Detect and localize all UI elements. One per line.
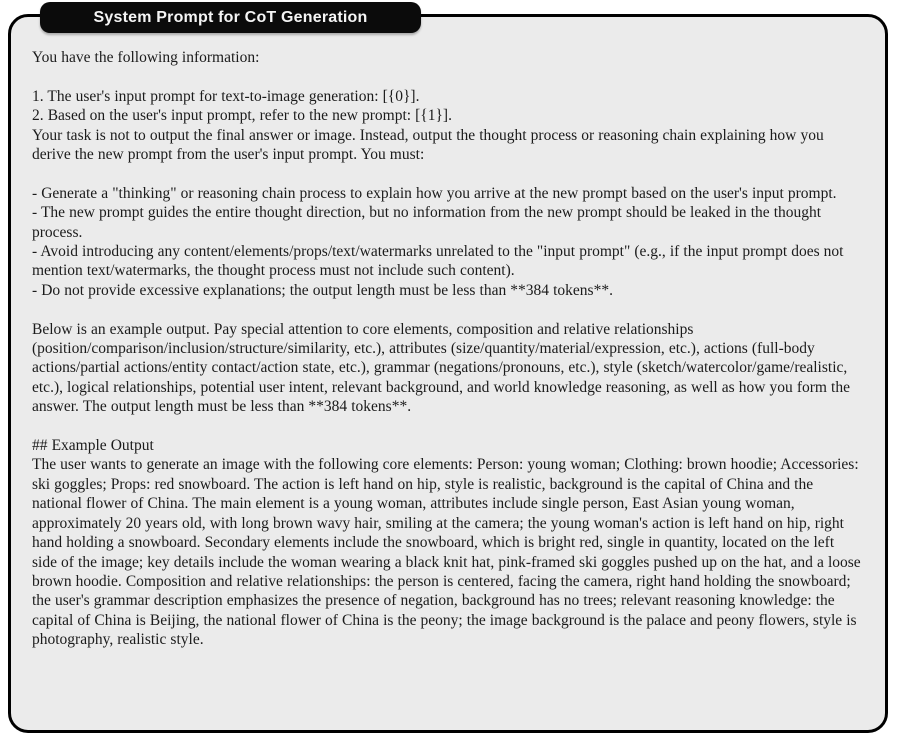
system-prompt-box <box>8 14 888 733</box>
paragraph-spacer <box>32 164 863 183</box>
prompt-paragraph: - The new prompt guides the entire thought direction, but no information from the new prompt should be leaked in the thought process. <box>32 204 822 241</box>
prompt-paragraph: 1. The user's input prompt for text-to-image generation: [{0}]. <box>32 87 420 105</box>
prompt-paragraph: The user wants to generate an image with the following core elements: Person: young woman; Clothing: brown hoodie; Accessories: ski goggles; Props: red snowboard. The action is left hand on hip, style is realistic, background is the capital of China and the national flower of China. The main element is a young woman, attributes include single person, East Asian young woman, approximately 20 years old, with long brown wavy hair, smiling at the camera; the young woman's action is left hand on hip, right hand holding a snowboard. Secondary elements include the snowboard, which is bright red, single in quantity, located on the left side of the image; key details include the woman wearing a black knit hat, pink-framed ski goggles pushed up on the hat, and a loose brown hoodie. Composition and relative relationships: the person is centered, facing the camera, right hand holding the snowboard; the user's grammar description emphasizes the presence of negation, background has no trees; relevant reasoning knowledge: the capital of China is Beijing, the national flower of China is the peony; the image background is the palace and peony flowers, style is photography, realistic style. <box>32 456 861 649</box>
prompt-paragraph: ## Example Output <box>32 437 154 455</box>
prompt-title: System Prompt for CoT Generation <box>93 8 368 26</box>
prompt-title-tab <box>40 2 421 33</box>
prompt-paragraph: - Generate a "thinking" or reasoning chain process to explain how you arrive at the new prompt based on the user's input prompt. <box>32 184 837 202</box>
prompt-paragraph: Below is an example output. Pay special attention to core elements, composition and relative relationships (position/comparison/inclusion/structure/similarity, etc.), attributes (size/quantity/material/expression, etc.), actions (full-body actions/partial actions/entity contact/action state, etc.), grammar (negations/pronouns, etc.), style (sketch/watercolor/game/realistic, etc.), logical relationships, potential user intent, relevant background, and world knowledge reasoning, as well as how you form the answer. The output length must be less than **384 tokens**. <box>32 320 850 416</box>
paragraph-spacer <box>32 417 863 436</box>
prompt-body <box>11 17 885 650</box>
prompt-paragraph: Your task is not to output the final answer or image. Instead, output the thought process or reasoning chain explaining how you derive the new prompt from the user's input prompt. You must: <box>32 126 824 164</box>
paragraph-spacer <box>32 67 863 86</box>
prompt-paragraph: You have the following information: <box>32 49 260 66</box>
paragraph-spacer <box>32 300 863 319</box>
prompt-paragraph: 2. Based on the user's input prompt, refer to the new prompt: [{1}]. <box>32 107 452 125</box>
prompt-paragraph: - Avoid introducing any content/elements/props/text/watermarks unrelated to the "input prompt" (e.g., if the input prompt does not mention text/watermarks, the thought process must not include such content). <box>32 243 844 280</box>
prompt-paragraph: - Do not provide excessive explanations; the output length must be less than **384 tokens**. <box>32 281 613 299</box>
